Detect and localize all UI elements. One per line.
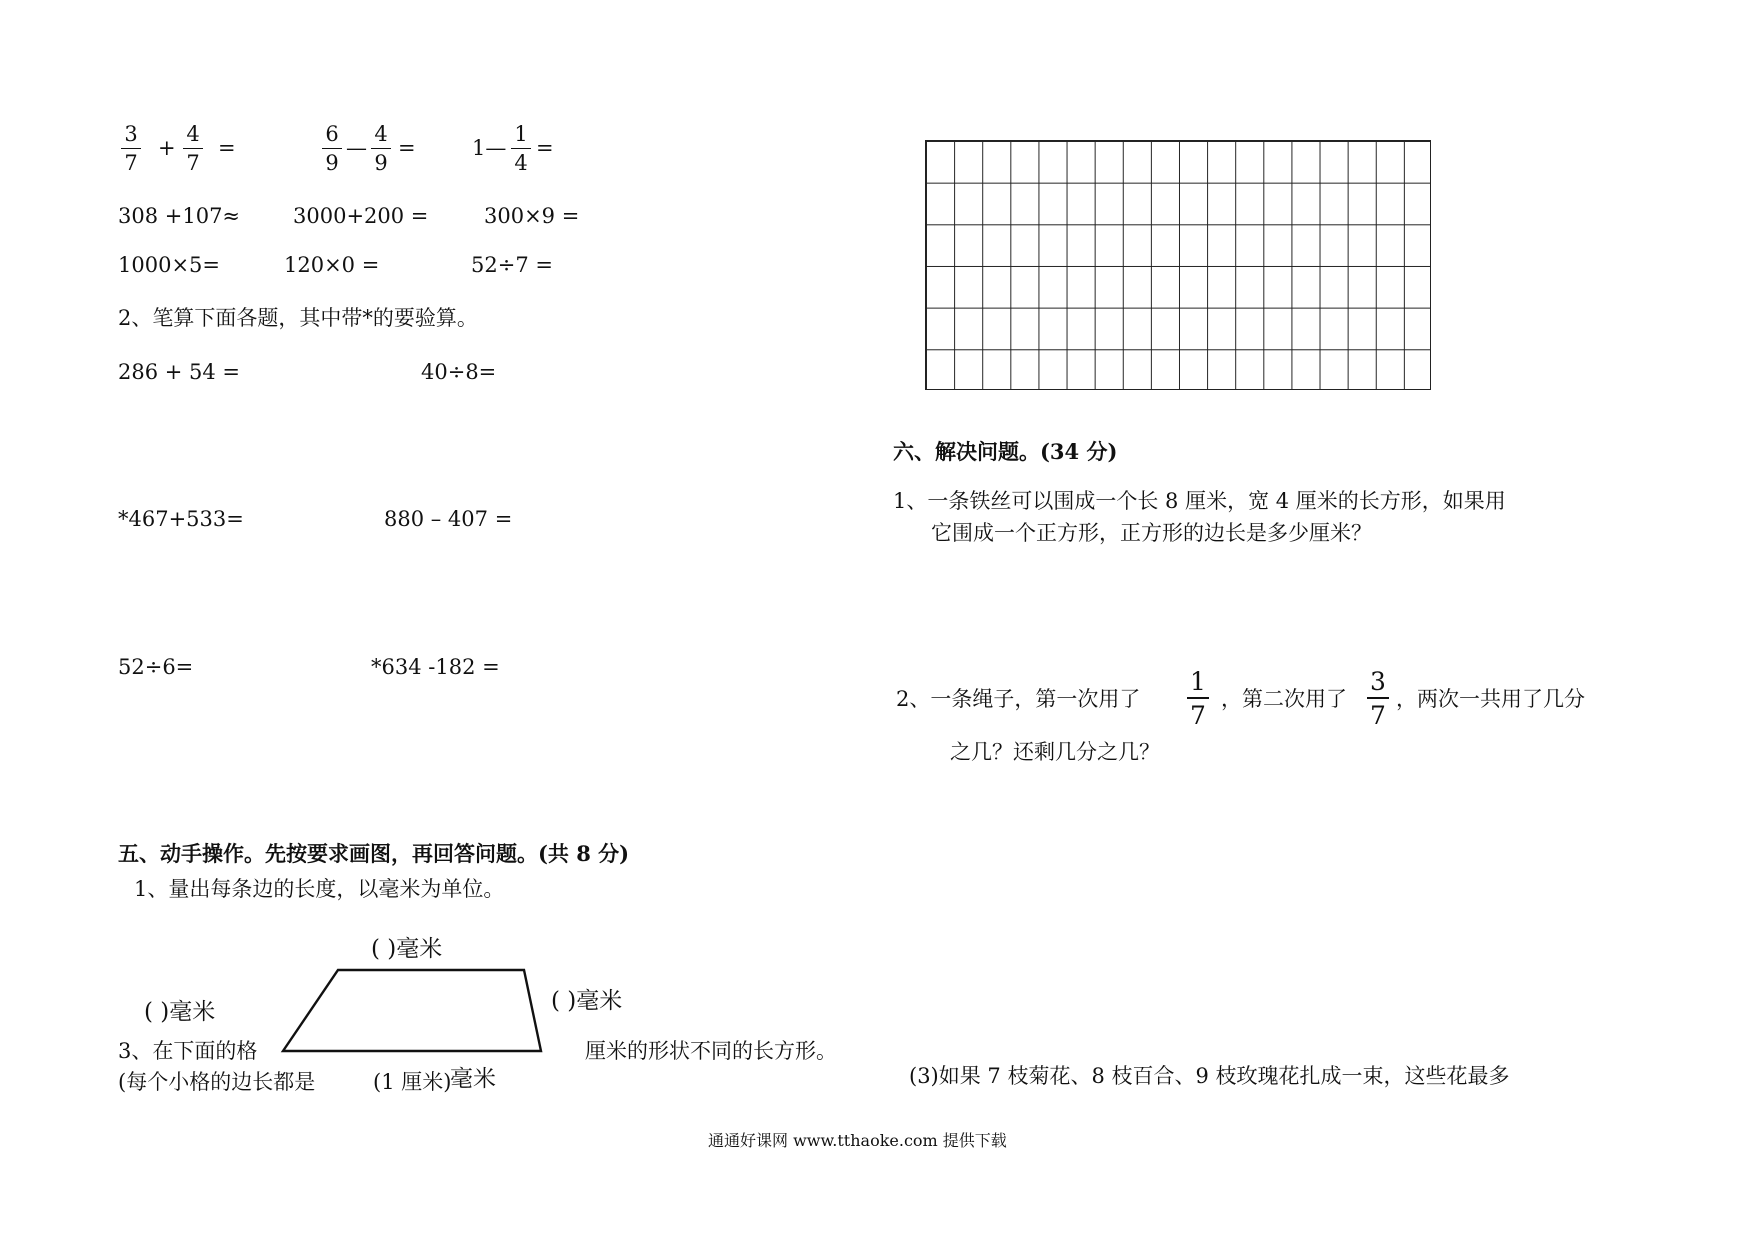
written-calc-heading: 2、笔算下面各题，其中带*的要验算。 [118,306,478,330]
calc-item: 1000×5= [118,253,220,277]
square-grid [925,140,1431,390]
calc-item: 308 +107≈ [118,204,241,228]
question-3-line1-tail: 厘米的形状不同的长方形。 [585,1039,837,1063]
numerator: 1 [1190,667,1206,696]
denominator: 7 [1370,701,1386,730]
numerator: 4 [186,122,200,146]
denominator: 4 [514,151,528,175]
numerator: 3 [1370,667,1386,696]
fraction-3-7 [1367,669,1389,728]
question-3-line1: 3、在下面的格 [118,1039,258,1063]
left-edge-label: ( )毫米 [144,999,216,1025]
problem-2-end: ，两次一共用了几分 [1396,687,1585,711]
section-6-heading: 六、解决问题。(34 分) [893,439,1118,464]
denominator: 7 [1190,701,1206,730]
calc-item: *467+533= [118,507,244,531]
equals-sign: = [218,136,236,160]
top-edge-label: ( )毫米 [371,936,443,962]
calc-item: 880 – 407 = [384,507,513,531]
problem-1-line2: 它围成一个正方形，正方形的边长是多少厘米？ [931,521,1372,545]
minus-sign: — [346,136,367,160]
right-edge-label: ( )毫米 [551,988,623,1014]
footer-credit: 通通好课网 www.tthaoke.com 提供下载 [708,1131,1007,1150]
denominator: 7 [186,151,200,175]
calc-item: 3000+200 = [293,204,429,228]
denominator: 9 [374,151,388,175]
trapezoid [283,970,541,1051]
denominator: 7 [124,151,138,175]
one-minus: 1— [472,136,507,160]
problem-2-start: 2、一条绳子，第一次用了 [896,687,1141,711]
numerator: 1 [514,122,528,146]
problem-2-line2: 之几？还剩几分之几？ [950,740,1160,764]
calc-item: 52÷7 = [471,253,553,277]
numerator: 6 [325,122,339,146]
denominator: 9 [325,151,339,175]
equals-sign: = [536,136,554,160]
question-3-line2: (每个小格的边长都是 [118,1070,316,1094]
calc-item: 300×9 = [484,204,580,228]
numerator: 4 [374,122,388,146]
calc-item: *634 -182 = [371,655,500,679]
problem-1-line1: 1、一条铁丝可以围成一个长 8 厘米，宽 4 厘米的长方形，如果用 [893,489,1506,513]
calc-item: 286 + 54 = [118,360,241,384]
question-3-line2-tail: (1 厘米) [373,1070,452,1094]
fraction-1-7 [1187,669,1209,728]
equals-sign: = [398,136,416,160]
problem-3: (3)如果 7 枝菊花、8 枝百合、9 枝玫瑰花扎成一束，这些花最多 [909,1064,1510,1088]
bottom-edge-label: 毫米 [450,1066,496,1092]
calc-item: 40÷8= [421,360,497,384]
section-5-heading: 五、动手操作。先按要求画图，再回答问题。(共 8 分) [118,841,630,866]
problem-2-mid: ，第二次用了 [1221,687,1347,711]
question-1: 1、量出每条边的长度，以毫米为单位。 [134,877,505,901]
numerator: 3 [124,122,138,146]
calc-item: 120×0 = [284,253,380,277]
plus-sign: + [158,136,176,160]
calc-item: 52÷6= [118,655,194,679]
